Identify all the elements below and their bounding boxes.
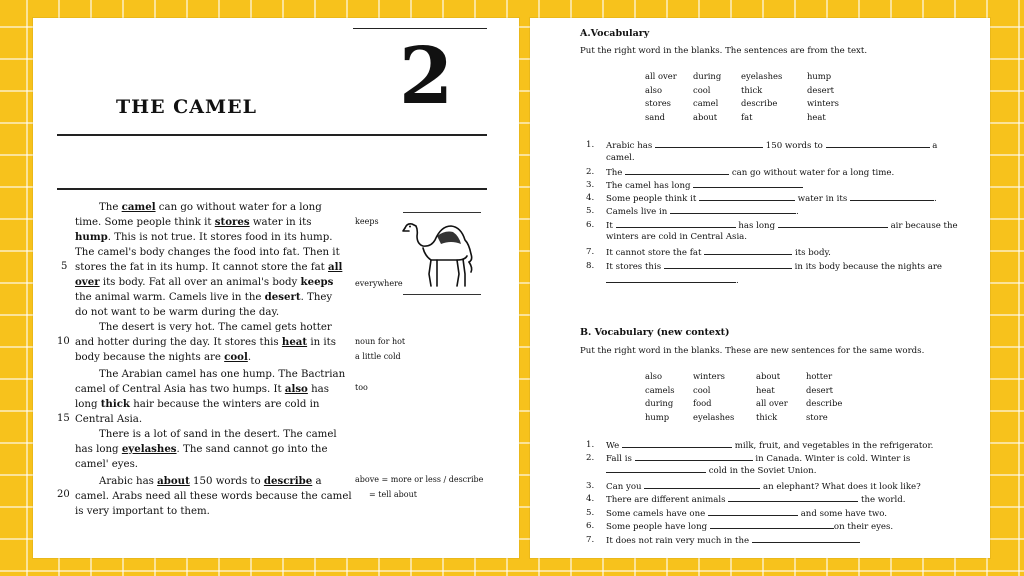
word: winters	[693, 371, 725, 381]
word: food	[693, 398, 712, 408]
passage-line	[99, 200, 322, 215]
text: We	[606, 441, 620, 451]
word: sand	[645, 111, 666, 122]
text: . The sand cannot go into the	[176, 444, 328, 455]
word: eyelashes	[693, 411, 735, 422]
exercise-item-cont	[606, 464, 816, 477]
word: also	[645, 84, 663, 95]
keyword: all	[328, 261, 343, 273]
gloss-above: above = more or less / describe	[355, 475, 484, 484]
gloss-everywhere: everywhere	[355, 279, 403, 288]
exercise-item	[606, 507, 887, 520]
answer-blank[interactable]	[778, 219, 888, 228]
text: on their eyes.	[833, 522, 894, 532]
word: all over	[756, 398, 788, 408]
word-bank-column	[741, 70, 782, 124]
text: can go without water for a long	[155, 202, 322, 213]
answer-blank[interactable]	[710, 520, 834, 529]
word-bank-column	[807, 70, 839, 124]
word: during	[645, 398, 674, 408]
text: the animal warm. Camels live in the	[75, 292, 265, 303]
text: Some people think it	[606, 194, 697, 204]
gloss-tell-about: = tell about	[369, 490, 417, 499]
passage-line: is very important to them.	[75, 506, 210, 517]
text: . This is not true. It stores food in its hump.	[107, 232, 333, 243]
text: cold in the Soviet Union.	[708, 466, 817, 476]
exercise-item	[606, 439, 933, 452]
section-a-instruction: Put the right word in the blanks. The sentences are from the text.	[580, 46, 868, 56]
text: Some people have long	[606, 522, 708, 532]
text: 150 words to	[765, 141, 823, 151]
text: a	[932, 141, 938, 151]
word: hump	[645, 411, 670, 422]
exercise-item-cont: winters are cold in Central Asia.	[606, 232, 748, 242]
gloss-keeps: keeps	[355, 217, 379, 226]
passage-line: Central Asia.	[75, 414, 143, 425]
keyword: also	[284, 383, 308, 395]
text: hair because the winters are cold in	[129, 399, 320, 410]
word: about	[693, 111, 718, 122]
text: body because the nights are	[75, 352, 225, 363]
text: water in its	[797, 194, 848, 204]
word: about	[756, 371, 781, 381]
passage-line	[99, 474, 322, 489]
gloss-a-little-cold: a little cold	[355, 352, 401, 361]
answer-blank[interactable]	[625, 166, 729, 175]
word: desert	[806, 384, 833, 395]
text: and some have two.	[800, 509, 888, 519]
passage-line: The Arabian camel has one hump. The Bactrian	[99, 369, 346, 380]
word: cool	[693, 84, 711, 95]
text: There are different animals	[606, 495, 726, 505]
text: a	[312, 476, 322, 487]
answer-blank[interactable]	[693, 179, 803, 188]
exercise-item-cont	[606, 274, 739, 287]
text: stores the fat in its hump. It cannot store the fat	[75, 262, 328, 273]
passage-line	[75, 275, 333, 290]
text: Can you	[606, 482, 642, 492]
keyword: about	[157, 475, 190, 487]
exercise-number: 4.	[586, 193, 595, 203]
line-number: 10	[57, 336, 70, 347]
answer-blank[interactable]	[699, 192, 795, 201]
exercise-item	[606, 139, 937, 152]
exercise-item-cont: camel.	[606, 153, 635, 163]
word: camels	[645, 384, 675, 395]
word: cool	[693, 384, 711, 395]
text: water in its	[249, 217, 312, 228]
exercise-number: 3.	[586, 180, 595, 190]
passage-line	[75, 442, 328, 457]
text: the world.	[861, 495, 906, 505]
word: stores	[645, 98, 671, 108]
word: thick	[756, 411, 778, 422]
exercise-number: 3.	[586, 481, 595, 491]
passage-line	[75, 215, 312, 230]
line-number: 5	[61, 261, 68, 272]
word-bank-column	[645, 370, 675, 424]
word: fat	[741, 111, 753, 122]
passage-line	[75, 382, 329, 397]
text: time. Some people think it	[75, 217, 215, 228]
word: winters	[807, 98, 839, 108]
passage-line	[75, 260, 342, 275]
gloss-too: too	[355, 383, 368, 392]
exercise-number: 6.	[586, 521, 595, 531]
word: all over	[645, 71, 677, 81]
exercise-item	[606, 166, 894, 179]
word: desert	[807, 84, 834, 95]
passage-line	[75, 290, 332, 305]
word-bank-column	[645, 70, 677, 124]
text: its body.	[794, 248, 831, 258]
gloss-rule	[403, 294, 481, 295]
text: in its body because the nights are	[794, 262, 943, 272]
textbook-page-left	[33, 18, 519, 558]
title-rule	[57, 134, 487, 136]
text: in its	[307, 337, 336, 348]
text: It cannot store the fat	[606, 248, 702, 258]
word: hump	[807, 71, 832, 81]
word-bank-column	[693, 370, 734, 424]
exercise-number: 8.	[586, 261, 595, 271]
line-number: 20	[57, 489, 70, 500]
passage-line	[75, 397, 319, 412]
text: can go without water for a long time.	[731, 168, 895, 178]
keyword: over	[75, 276, 100, 288]
exercise-number: 4.	[586, 494, 595, 504]
word-bank-column	[806, 370, 842, 424]
passage-line: There is a lot of sand in the desert. The camel	[99, 429, 337, 440]
answer-blank[interactable]	[655, 139, 763, 148]
keyword: camel	[121, 201, 156, 213]
passage-line: do not want to be warm during the day.	[75, 307, 280, 318]
passage-line: The desert is very hot. The camel gets hotter	[99, 322, 332, 333]
text: 150 words to	[189, 476, 264, 487]
exercise-number: 1.	[586, 140, 595, 150]
text: .	[933, 194, 937, 204]
word: camel	[693, 98, 719, 108]
text: has long	[75, 444, 122, 455]
text: The	[99, 202, 122, 213]
passage-line	[75, 230, 332, 245]
text: Some camels have one	[606, 509, 706, 519]
keyword: heat	[281, 336, 308, 348]
text: air because the	[890, 221, 958, 231]
exercise-number: 5.	[586, 206, 595, 216]
passage-line: The camel's body changes the food into fat. Then it	[75, 247, 340, 258]
exercise-item	[606, 192, 937, 205]
text: It stores this	[606, 262, 662, 272]
passage-line: camel' eyes.	[75, 459, 139, 470]
keyword: describe	[263, 475, 313, 487]
word: describe	[806, 398, 843, 408]
chapter-number: 2	[399, 31, 454, 122]
exercise-number: 2.	[586, 167, 595, 177]
text: Arabic has	[606, 141, 653, 151]
word: thick	[741, 84, 763, 95]
answer-blank[interactable]	[606, 464, 706, 473]
text: has long	[738, 221, 776, 231]
section-b-instruction: Put the right word in the blanks. These are new sentences for the same words.	[580, 346, 925, 356]
keyword: eyelashes	[121, 443, 177, 455]
answer-blank[interactable]	[635, 452, 753, 461]
word: heat	[756, 384, 775, 395]
text: Fall is	[606, 454, 632, 464]
word: also	[645, 371, 663, 381]
text: milk, fruit, and vegetables in the refrigerator.	[734, 441, 934, 451]
word-bank-column	[756, 370, 788, 424]
keyword: desert	[264, 291, 301, 303]
word: heat	[807, 111, 826, 122]
text: .	[247, 352, 252, 363]
text: .	[736, 276, 739, 286]
answer-blank[interactable]	[670, 205, 796, 214]
textbook-page-right	[530, 18, 990, 558]
exercise-item	[606, 534, 860, 547]
answer-blank[interactable]	[850, 192, 934, 201]
answer-blank[interactable]	[752, 534, 860, 543]
text: Arabic has	[99, 476, 158, 487]
text: long	[75, 399, 101, 410]
text: The	[606, 168, 623, 178]
answer-blank[interactable]	[708, 507, 798, 516]
passage-line: camel. Arabs need all these words because the camel	[75, 491, 352, 502]
text: and hotter during the day. It stores this	[75, 337, 282, 348]
keyword: thick	[100, 398, 130, 410]
exercise-item	[606, 205, 799, 218]
text: an elephant? What does it look like?	[763, 482, 921, 492]
word: describe	[741, 98, 778, 108]
answer-blank[interactable]	[644, 480, 760, 489]
exercise-number: 1.	[586, 440, 595, 450]
exercise-number: 6.	[586, 220, 595, 230]
top-rule	[353, 28, 487, 29]
exercise-item	[606, 246, 831, 259]
answer-blank[interactable]	[826, 139, 930, 148]
text: has	[307, 384, 329, 395]
text: . They	[300, 292, 333, 303]
passage-line	[75, 350, 251, 365]
answer-blank[interactable]	[606, 274, 736, 283]
section-b-heading: B. Vocabulary (new context)	[580, 327, 730, 338]
text: Camels live in	[606, 207, 668, 217]
text: .	[796, 207, 799, 217]
keyword: cool	[224, 351, 248, 363]
exercise-item	[606, 179, 803, 192]
exercise-item	[606, 493, 905, 506]
exercise-item	[606, 260, 942, 273]
gloss-noun-for-hot: noun for hot	[355, 337, 406, 346]
section-a-heading: A.Vocabulary	[580, 28, 650, 39]
text: in Canada. Winter is cold. Winter is	[755, 454, 911, 464]
passage-line	[75, 335, 336, 350]
word: store	[806, 411, 828, 422]
keyword: hump	[75, 231, 108, 243]
exercise-item	[606, 520, 893, 533]
keyword: keeps	[300, 276, 334, 288]
chapter-title: THE CAMEL	[116, 96, 257, 118]
word: hotter	[806, 371, 833, 381]
answer-blank[interactable]	[622, 439, 732, 448]
text: camel of Central Asia has two humps. It	[75, 384, 285, 395]
answer-blank[interactable]	[664, 260, 792, 269]
keyword: stores	[214, 216, 250, 228]
exercise-number: 2.	[586, 453, 595, 463]
text: It does not rain very much in the	[606, 536, 750, 546]
word: during	[693, 71, 722, 81]
answer-blank[interactable]	[616, 219, 736, 228]
reading-rule	[57, 188, 487, 190]
text: It	[606, 221, 613, 231]
exercise-item	[606, 480, 921, 493]
word: eyelashes	[741, 71, 783, 81]
word-bank-column	[693, 70, 721, 124]
exercise-number: 5.	[586, 508, 595, 518]
exercise-number: 7.	[586, 247, 595, 257]
text: its body. Fat all over an animal's body	[99, 277, 301, 288]
camel-illustration	[401, 214, 481, 290]
text: The camel has long	[606, 181, 691, 191]
exercise-number: 7.	[586, 535, 595, 545]
answer-blank[interactable]	[728, 493, 858, 502]
answer-blank[interactable]	[704, 246, 792, 255]
gloss-rule	[403, 212, 481, 213]
line-number: 15	[57, 413, 70, 424]
